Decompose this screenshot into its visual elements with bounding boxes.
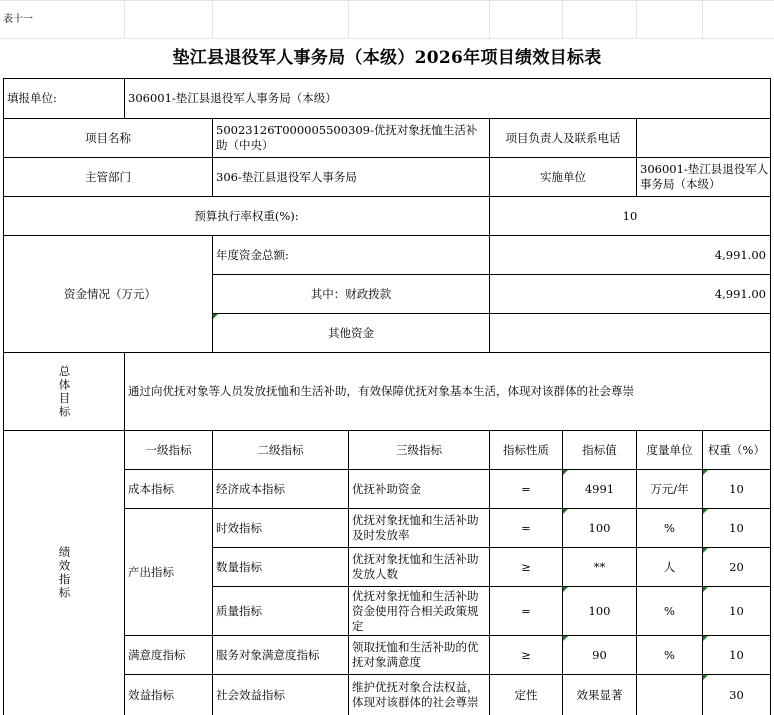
row-level3: 优抚补助资金 [348, 469, 489, 508]
row-unit: 人 [636, 547, 702, 586]
row-value: 100 [562, 586, 636, 635]
row-nature: ≥ [489, 547, 562, 586]
row-value: ** [562, 547, 636, 586]
funds-total-value: 4,991.00 [489, 235, 770, 274]
cell-marker [703, 636, 708, 641]
table-top-border [3, 78, 771, 79]
dept-label: 主管部门 [3, 157, 212, 196]
row-level2: 数量指标 [212, 547, 348, 586]
cell-marker [563, 636, 568, 641]
grid-line [702, 0, 703, 38]
budget-weight-label: 预算执行率权重(%): [3, 196, 489, 235]
funds-other-label: 其他资金 [212, 313, 489, 352]
cell-marker [563, 470, 568, 475]
fill-unit-value: 306001-垫江县退役军人事务局（本级） [124, 78, 770, 118]
grid-line [348, 0, 349, 38]
row-level2: 社会效益指标 [212, 674, 348, 715]
impl-unit-label: 实施单位 [489, 157, 636, 196]
grid-line [562, 0, 563, 38]
row-unit [636, 674, 702, 715]
row-level2: 质量指标 [212, 586, 348, 635]
row-unit: % [636, 586, 702, 635]
goal-label: 总体目标 [57, 364, 72, 419]
row-nature: 定性 [489, 674, 562, 715]
header-level3: 三级指标 [348, 430, 489, 469]
grid-line [212, 0, 213, 38]
funds-section-label: 资金情况（万元） [3, 235, 212, 352]
row-unit: 万元/年 [636, 469, 702, 508]
project-name-label: 项目名称 [3, 118, 212, 157]
row-nature: = [489, 469, 562, 508]
grid-line [489, 0, 490, 38]
cell-marker [213, 314, 218, 319]
row-level2: 经济成本指标 [212, 469, 348, 508]
cell-marker [703, 587, 708, 592]
indicators-section-label: 绩效指标 [57, 546, 72, 600]
header-value: 指标值 [562, 430, 636, 469]
row-value: 效果显著 [562, 674, 636, 715]
cell-marker [703, 675, 708, 680]
row-level3: 优抚对象抚恤和生活补助发放人数 [348, 547, 489, 586]
row-nature: = [489, 586, 562, 635]
dept-value: 306-垫江县退役军人事务局 [212, 157, 489, 196]
sheet-label: 表十一 [3, 13, 33, 25]
header-weight: 权重（%） [702, 430, 770, 469]
goal-text: 通过向优抚对象等人员发放抚恤和生活补助，有效保障优抚对象基本生活，体现对该群体的社会尊崇 [124, 352, 770, 430]
impl-unit-value: 306001-垫江县退役军人事务局（本级） [636, 157, 770, 196]
level1-cost: 成本指标 [124, 469, 212, 508]
row-level2: 服务对象满意度指标 [212, 635, 348, 674]
funds-total-label: 年度资金总额: [212, 235, 489, 274]
level1-benefit: 效益指标 [124, 674, 212, 715]
table-right-border [770, 78, 771, 715]
grid-line [636, 0, 637, 38]
funds-other-value [489, 313, 770, 352]
cell-marker [563, 587, 568, 592]
level1-output: 产出指标 [124, 508, 212, 635]
row-value: 90 [562, 635, 636, 674]
cell-marker [703, 548, 708, 553]
page-title: 垫江县退役军人事务局（本级）2026年项目绩效目标表 [172, 47, 602, 68]
cell-marker [563, 509, 568, 514]
row-weight: 20 [702, 547, 770, 586]
header-level2: 二级指标 [212, 430, 348, 469]
cell-marker [703, 509, 708, 514]
row-level3: 优抚对象抚恤和生活补助资金使用符合相关政策规定 [348, 586, 489, 635]
row-weight: 10 [702, 469, 770, 508]
grid-line [124, 0, 125, 38]
row-weight: 10 [702, 586, 770, 635]
level1-satisfaction: 满意度指标 [124, 635, 212, 674]
header-level1: 一级指标 [124, 430, 212, 469]
row-level3: 领取抚恤和生活补助的优抚对象满意度 [348, 635, 489, 674]
row-unit: % [636, 635, 702, 674]
header-nature: 指标性质 [489, 430, 562, 469]
row-level3: 优抚对象抚恤和生活补助及时发放率 [348, 508, 489, 547]
row-value: 100 [562, 508, 636, 547]
budget-weight-value: 10 [489, 196, 770, 235]
project-name-value: 50023126T000005500309-优抚对象抚恤生活补助（中央） [212, 118, 489, 157]
row-unit: % [636, 508, 702, 547]
row-value: 4991 [562, 469, 636, 508]
funds-fiscal-label: 其中：财政拨款 [212, 274, 489, 313]
row-weight: 10 [702, 635, 770, 674]
header-unit: 度量单位 [636, 430, 702, 469]
fill-unit-label: 填报单位: [3, 78, 124, 118]
row-level3: 维护优抚对象合法权益，体现对该群体的社会尊崇 [348, 674, 489, 715]
row-weight: 30 [702, 674, 770, 715]
cell-marker [703, 470, 708, 475]
row-weight: 10 [702, 508, 770, 547]
row-nature: ≥ [489, 635, 562, 674]
funds-fiscal-value: 4,991.00 [489, 274, 770, 313]
row-nature: = [489, 508, 562, 547]
project-contact-value [636, 118, 770, 157]
project-contact-label: 项目负责人及联系电话 [489, 118, 636, 157]
row-level2: 时效指标 [212, 508, 348, 547]
